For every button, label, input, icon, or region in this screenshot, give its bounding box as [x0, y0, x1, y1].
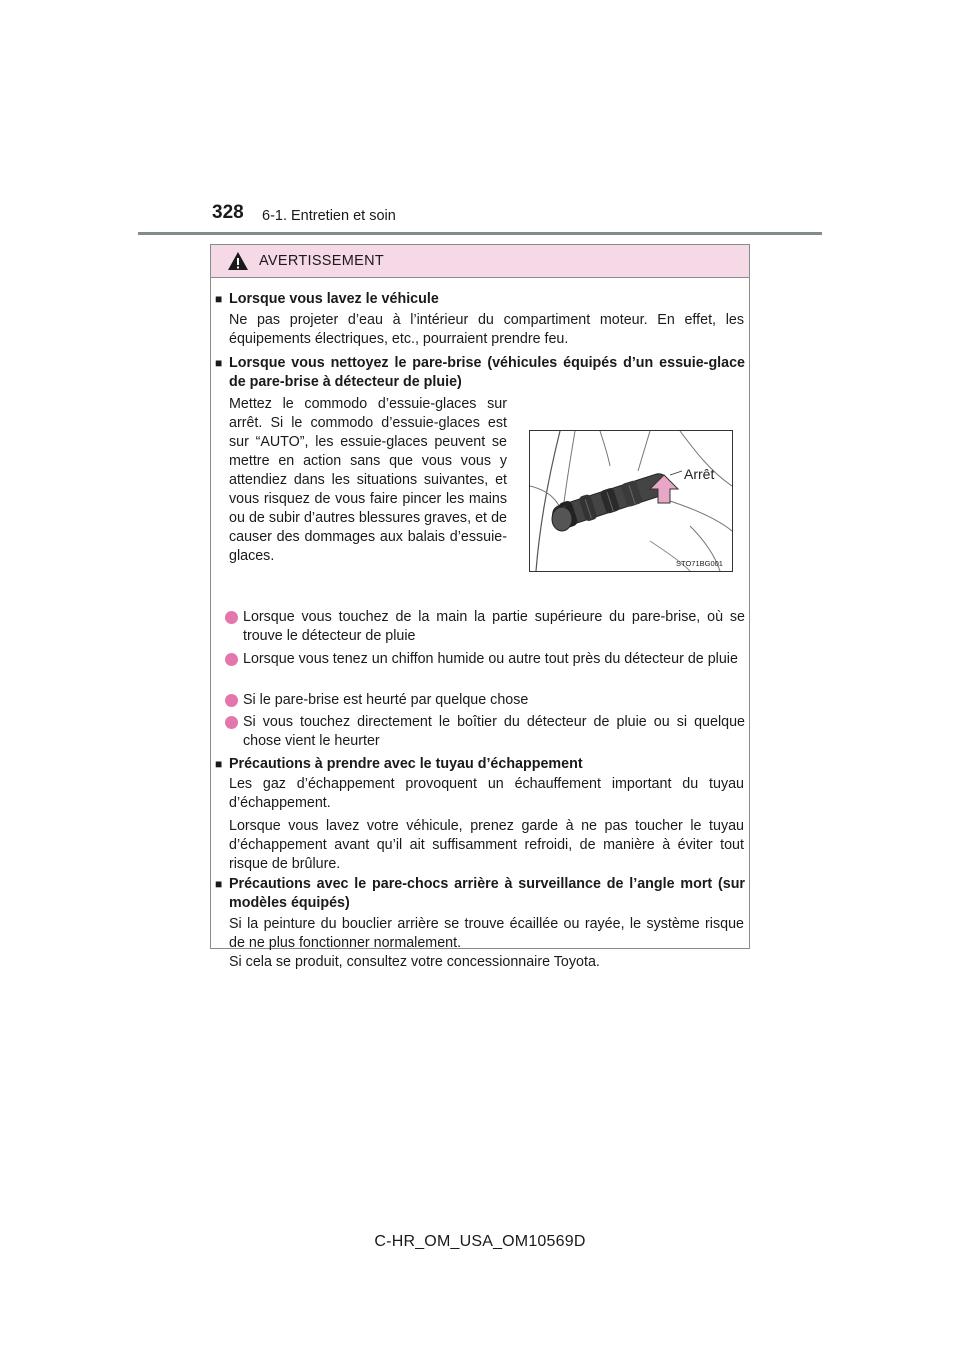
warning-title: AVERTISSEMENT [259, 253, 385, 269]
square-bullet-icon: ■ [215, 757, 223, 771]
heading-exhaust [215, 755, 745, 774]
paragraph-washing: Ne pas projeter d’eau à l’intérieur du compartiment moteur. En effet, les équipements électriques, etc., pourraient prendre feu. [229, 312, 744, 347]
circle-bullet-icon [225, 653, 238, 666]
page-number: 328 [212, 202, 244, 223]
wiper-lever-figure [529, 430, 733, 572]
header-rule [138, 232, 822, 235]
heading-washing [215, 290, 745, 309]
paragraph-bumper-2: Si cela se produit, consultez votre concessionnaire Toyota. [229, 954, 600, 970]
paragraph-exhaust: Les gaz d’échappement provoquent un échauffement important du tuyau d’échappement. [229, 776, 744, 811]
paragraph-exhaust-2: Lorsque vous lavez votre véhicule, prenez garde à ne pas toucher le tuyau d’échappement avant qu’il ait suffisamment refroidi, de manière à éviter tout risque de brûlure. [229, 818, 744, 872]
square-bullet-icon: ■ [215, 292, 223, 306]
heading-text: Précautions à prendre avec le tuyau d’échappement [229, 756, 583, 772]
figure-label-arret: Arrêt [684, 466, 715, 482]
bullet-item: Si le pare-brise est heurté par quelque chose [225, 691, 745, 710]
footer-doc-id: C-HR_OM_USA_OM10569D [374, 1233, 586, 1250]
heading-text: Lorsque vous nettoyez le pare-brise (véhicules équipés d’un essuie-glace de pare-brise à détecteur de pluie) [229, 355, 745, 390]
heading-text: Lorsque vous lavez le véhicule [229, 291, 439, 307]
paragraph-windshield: Mettez le commodo d’essuie-glaces sur arrêt. Si le commodo d’essuie-glaces est sur “AUTO”, les essuie-glaces peuvent se mettre en action sans que vous vous y attendiez dans les situations suivantes, et vous risquez de vous faire pincer les mains ou de subir d’autres blessures graves, et de causer des dommages aux balais d’essuie-glaces. [229, 396, 507, 564]
figure-code: STO71BG001 [676, 559, 723, 568]
paragraph-bumper: Si la peinture du bouclier arrière se trouve écaillée ou rayée, le système risque de ne plus fonctionner normalement. [229, 916, 744, 951]
circle-bullet-icon [225, 694, 238, 707]
heading-text: Précautions avec le pare-chocs arrière à surveillance de l’angle mort (sur modèles équipés) [229, 876, 745, 911]
bullet-item: Lorsque vous touchez de la main la partie supérieure du pare-brise, où se trouve le détecteur de pluie [225, 608, 745, 646]
warning-triangle-icon [227, 251, 249, 271]
section-title: 6-1. Entretien et soin [262, 208, 396, 224]
bullet-item: Lorsque vous tenez un chiffon humide ou autre tout près du détecteur de pluie [225, 650, 745, 669]
square-bullet-icon: ■ [215, 356, 223, 370]
circle-bullet-icon [225, 611, 238, 624]
square-bullet-icon: ■ [215, 877, 223, 891]
warning-header [211, 245, 749, 278]
heading-bumper [215, 875, 745, 913]
bullet-item: Si vous touchez directement le boîtier du détecteur de pluie ou si quelque chose vient le heurter [225, 713, 745, 751]
circle-bullet-icon [225, 716, 238, 729]
heading-windshield [215, 354, 745, 392]
warning-box [210, 244, 750, 970]
